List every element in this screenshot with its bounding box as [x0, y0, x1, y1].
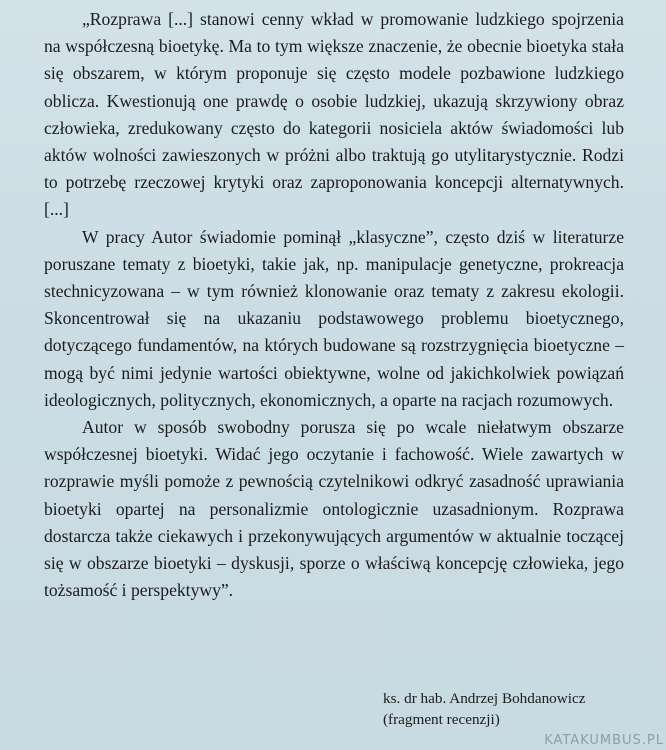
signature-note: (fragment recenzji)	[383, 711, 500, 728]
paragraph-1: „Rozprawa [...] stanowi cenny wkład w promowanie ludzkiego spojrzenia na współczesną bioetykę. Ma to tym większe znaczenie, że obecnie bioetyka stała się obszarem, w którym proponuje się często modele pozbawione ludzkiego oblicza. Kwestionują one prawdę o osobie ludzkiej, ukazują skrzywiony obraz człowieka, zredukowany często do kategorii nosiciela aktów świadomości lub aktów wolności zawieszonych w próżni albo traktują go utylitarystycznie. Rodzi to potrzebę rzeczowej krytyki oraz zaproponowania koncepcji alternatywnych. [...]	[44, 9, 624, 220]
signature-block	[383, 688, 585, 730]
signature-author: ks. dr hab. Andrzej Bohdanowicz	[383, 690, 586, 707]
review-text	[44, 6, 624, 604]
watermark: KATAKUMBUS.PL	[544, 733, 664, 748]
paragraph-2: W pracy Autor świadomie pominął „klasyczne”, często dziś w literaturze poruszane tematy z bioetyki, takie jak, np. manipulacje genetyczne, prokreacja stechnicyzowana – w tym również klonowanie oraz tematy z zakresu ekologii. Skoncentrował się na ukazaniu podstawowego problemu bioetycznego, dotyczącego fundamentów, na których budowane są rozstrzygnięcia bioetyczne – mogą być nimi jedynie wartości obiektywne, wolne od jakichkolwiek powiązań ideologicznych, politycznych, ekonomicznych, a oparte na racjach rozumowych.	[44, 226, 624, 410]
paragraph-3: Autor w sposób swobodny porusza się po wcale niełatwym obszarze współczesnej bioetyki. Widać jego oczytanie i fachowość. Wiele zawartych w rozprawie myśli pomoże z pewnością czytelnikowi odkryć zasadność uprawiania bioetyki opartej na personalizmie ontologicznie uzasadnionym. Rozprawa dostarcza także ciekawych i przekonywujących argumentów w aktualnie toczącej się w obszarze bioetyki – dyskusji, sporze o właściwą koncepcję człowieka, jego tożsamość i perspektywy”.	[44, 417, 624, 601]
